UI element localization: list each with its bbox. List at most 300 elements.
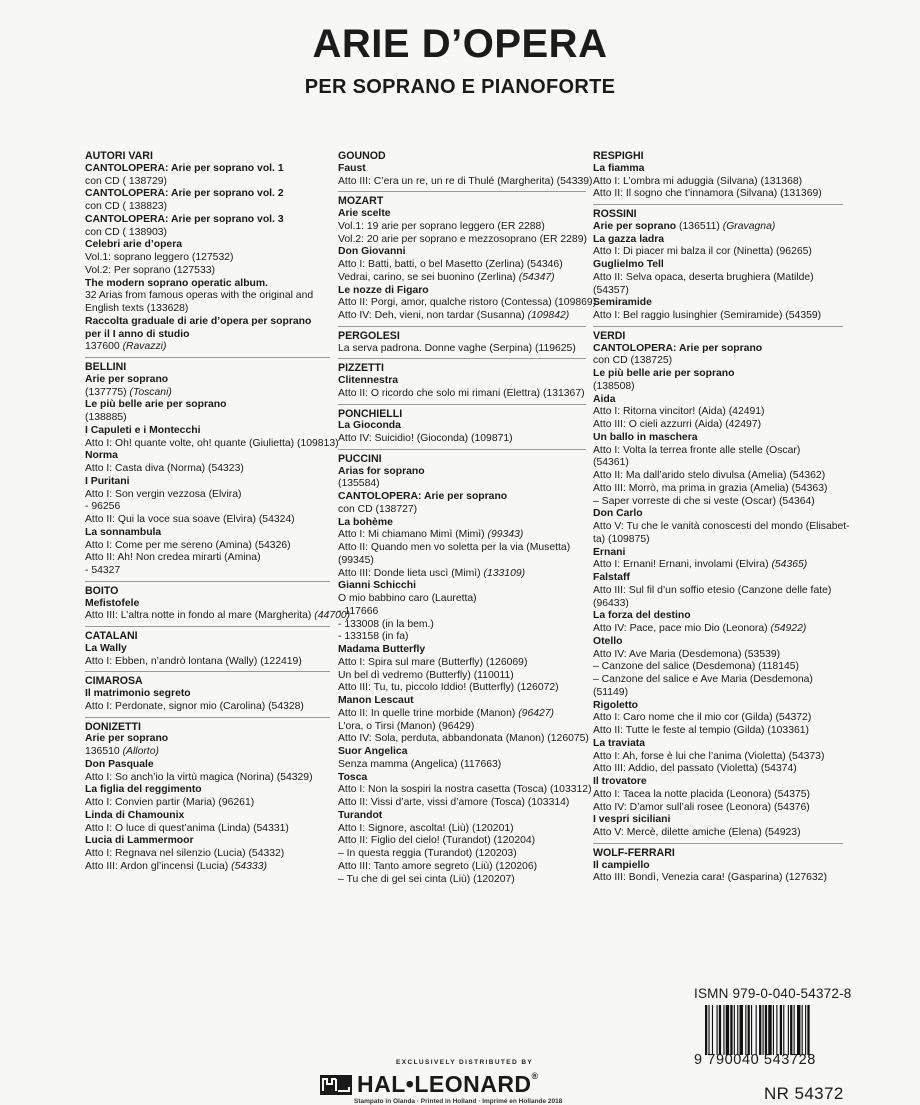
catalog-line-text: Atto I: Come per me sereno (Amina) (54326) bbox=[85, 539, 291, 551]
italic-note: (Ravazzi) bbox=[122, 341, 167, 353]
work-title-text: Linda di Chamounix bbox=[85, 809, 185, 821]
work-title-text: I Capuleti e i Montecchi bbox=[85, 424, 201, 436]
work-title-text: I vespri siciliani bbox=[593, 814, 671, 826]
catalog-line bbox=[593, 355, 843, 368]
catalog-line-text: Atto I: Convien partir (Maria) (96261) bbox=[85, 797, 255, 808]
barcode-digits: 9 790040 543728 bbox=[694, 1052, 816, 1068]
catalog-line bbox=[85, 265, 330, 278]
catalog-line-text: Atto III: Addio, del passato (Violetta) (54374) bbox=[593, 763, 797, 775]
work-title bbox=[338, 772, 586, 785]
catalog-line-text: Atto I: Caro nome che il mio cor (Gilda) (54372) bbox=[593, 712, 812, 724]
catalog-line-text: Atto II: Ah! Non credea mirarti (Amina) bbox=[85, 552, 261, 564]
catalog-line-text: - 133158 (in fa) bbox=[338, 631, 409, 643]
italic-note: (54365) bbox=[771, 559, 808, 571]
catalog-line-text: Atto I: Mi chiamano Mimì (Mimì) bbox=[338, 529, 488, 541]
work-title bbox=[338, 746, 586, 759]
catalog-line bbox=[593, 188, 843, 201]
composer-heading bbox=[338, 362, 586, 375]
catalog-line-text: (51149) bbox=[593, 686, 629, 698]
work-title bbox=[85, 784, 330, 797]
barcode-bar bbox=[765, 1005, 767, 1055]
catalog-line bbox=[338, 797, 586, 810]
composer-heading-text: WOLF-FERRARI bbox=[593, 846, 675, 859]
catalog-line-text: Atto II: Ma dall’arido stelo divulsa (Amelia) (54362) bbox=[593, 470, 826, 481]
catalog-line bbox=[593, 406, 843, 419]
section-divider bbox=[338, 358, 586, 359]
catalog-line-text: Atto III: Tu, tu, piccolo Iddio! (Butterfly) (126072) bbox=[338, 682, 559, 694]
composer-heading-text: PERGOLESI bbox=[338, 329, 400, 342]
catalog-line bbox=[338, 874, 586, 887]
catalog-line bbox=[593, 751, 843, 764]
catalog-line-text: Atto I: Son vergin vezzosa (Elvira) bbox=[85, 488, 242, 500]
work-title bbox=[338, 695, 586, 708]
section-divider bbox=[85, 671, 330, 672]
catalog-column-3 bbox=[593, 150, 850, 885]
composer-heading-text: RESPIGHI bbox=[593, 150, 644, 162]
work-title-text: Faust bbox=[338, 162, 366, 174]
catalog-line-text: Senza mamma (Angelica) (117663) bbox=[338, 758, 502, 770]
work-title bbox=[338, 246, 586, 259]
composer-heading-text: ROSSINI bbox=[593, 208, 637, 220]
italic-note: (96427) bbox=[518, 707, 555, 719]
catalog-line bbox=[85, 387, 330, 400]
catalog-line bbox=[338, 682, 586, 695]
catalog-line bbox=[338, 848, 586, 861]
catalog-note bbox=[85, 290, 330, 316]
work-title bbox=[85, 374, 330, 387]
catalog-line bbox=[338, 388, 586, 401]
catalog-line-text: con CD ( 138903) bbox=[85, 226, 168, 238]
work-title bbox=[85, 527, 330, 540]
barcode-bar bbox=[745, 1005, 746, 1055]
italic-note: (Allorto) bbox=[122, 746, 159, 757]
catalog-line bbox=[85, 861, 330, 874]
catalog-line-text: (138885) bbox=[85, 412, 127, 423]
catalog-line-text: Atto III: Tanto amore segreto (Liù) (120206) bbox=[338, 860, 538, 872]
printed-in-line: Stampato in Olanda · Printed in Holland · Imprimé en Hollande 2018 bbox=[354, 1098, 563, 1105]
work-title-text: Madama Butterfly bbox=[338, 644, 426, 655]
work-title bbox=[338, 644, 586, 657]
work-title-text: Guglielmo Tell bbox=[593, 259, 664, 270]
work-title bbox=[593, 547, 843, 560]
catalog-line-text: - 133008 (in la bem.) bbox=[338, 618, 434, 630]
barcode-bar bbox=[748, 1005, 750, 1055]
work-title bbox=[593, 368, 843, 381]
catalog-line bbox=[338, 272, 586, 285]
barcode-bar bbox=[773, 1005, 774, 1055]
catalog-line bbox=[593, 381, 843, 394]
catalog-line bbox=[338, 259, 586, 272]
catalog-line bbox=[338, 861, 586, 874]
barcode-bar bbox=[730, 1005, 732, 1055]
catalog-line bbox=[85, 701, 330, 714]
catalog-line-text: Atto I: Ritorna vincitor! (Aida) (42491) bbox=[593, 406, 765, 418]
catalog-line-text: Atto III: O cieli azzurri (Aida) (42497) bbox=[593, 419, 762, 430]
work-title bbox=[85, 835, 330, 848]
composer-heading-text: VERDI bbox=[593, 329, 626, 342]
catalog-line-text: Atto I: Ah, forse è lui che l’anima (Violetta) (54373) bbox=[593, 750, 825, 762]
section-divider bbox=[338, 191, 586, 192]
catalog-line bbox=[593, 445, 843, 458]
catalog-line-text: Atto III: L’altra notte in fondo al mare (Margherita) bbox=[85, 610, 315, 622]
catalog-line-text: Vol.2: Per soprano (127533) bbox=[85, 264, 215, 276]
work-title-text: La figlia del reggimento bbox=[85, 784, 202, 796]
italic-note: (109842) bbox=[527, 310, 570, 321]
catalog-line bbox=[593, 419, 843, 432]
composer-heading-text: CIMAROSA bbox=[85, 675, 143, 688]
work-title-text: Tosca bbox=[338, 771, 368, 783]
catalog-line-text: Vol.1: soprano leggero (127532) bbox=[85, 252, 234, 263]
barcode-bar bbox=[802, 1005, 803, 1055]
work-title-text: Arie per soprano bbox=[593, 220, 680, 232]
catalog-line bbox=[85, 540, 330, 553]
composer-heading bbox=[338, 330, 586, 343]
italic-note: (Toscani) bbox=[129, 386, 172, 398]
composer-heading-text: PIZZETTI bbox=[338, 362, 384, 375]
work-title bbox=[593, 234, 843, 247]
catalog-line bbox=[85, 656, 330, 669]
catalog-line bbox=[85, 848, 330, 861]
italic-note: (44700) bbox=[314, 610, 351, 622]
work-title bbox=[593, 814, 843, 827]
catalog-line-text: Atto IV: Pace, pace mio Dio (Leonora) bbox=[593, 623, 771, 634]
catalog-line bbox=[85, 514, 330, 527]
catalog-note-text: 32 Arias from famous operas with the original and English texts (133628) bbox=[85, 290, 314, 314]
catalog-line-text: (96433) bbox=[593, 597, 629, 609]
italic-note: (54347) bbox=[518, 271, 555, 283]
work-title-text: Arie per soprano bbox=[85, 373, 169, 385]
catalog-line bbox=[85, 823, 330, 836]
catalog-line bbox=[85, 412, 330, 425]
catalog-line-text: – In questa reggia (Turandot) (120203) bbox=[338, 848, 517, 859]
composer-heading-text: BOITO bbox=[85, 584, 119, 597]
work-title-text: Il campiello bbox=[593, 859, 650, 871]
publisher-name bbox=[357, 1071, 539, 1098]
catalog-line-text: Atto IV: Sola, perduta, abbandonata (Manon) (126075) bbox=[338, 733, 589, 745]
catalog-line bbox=[338, 619, 586, 632]
work-title-text: La Gioconda bbox=[338, 420, 401, 432]
barcode-bar bbox=[788, 1005, 789, 1055]
catalog-line bbox=[593, 872, 843, 885]
catalog-line-text: Atto V: Tu che le vanità conoscesti del mondo (Elisabet- bbox=[593, 521, 850, 532]
barcode-bar bbox=[776, 1005, 777, 1055]
catalog-line bbox=[338, 504, 586, 517]
composer-heading bbox=[338, 408, 586, 421]
catalog-line-text: Atto I: Di piacer mi balza il cor (Ninetta) (96265) bbox=[593, 246, 812, 258]
composer-heading-text: GOUNOD bbox=[338, 150, 386, 162]
catalog-line-text: Atto I: Ebben, n’andrò lontana (Wally) (122419) bbox=[85, 655, 302, 667]
work-title-text: Turandot bbox=[338, 809, 383, 821]
catalog-line bbox=[338, 221, 586, 234]
catalog-line bbox=[593, 674, 843, 687]
work-title-text: Clitennestra bbox=[338, 375, 399, 386]
catalog-line-text: Atto I: Batti, batti, o bel Masetto (Zerlina) (54346) bbox=[338, 259, 563, 270]
work-title bbox=[85, 733, 330, 746]
work-title-text: Gianni Schicchi bbox=[338, 580, 416, 592]
catalog-line-text: Atto I: L’ombra mi aduggia (Silvana) (131368) bbox=[593, 175, 803, 187]
barcode-bar bbox=[717, 1005, 718, 1055]
catalog-column-1 bbox=[85, 150, 351, 874]
catalog-line-text: Atto III: Sul fil d’un soffio etesio (Canzone delle fate) bbox=[593, 584, 832, 596]
italic-note: (99343) bbox=[487, 529, 524, 541]
work-title-text: Arie per soprano bbox=[85, 733, 169, 745]
work-title bbox=[85, 188, 330, 201]
catalog-line-text: 137600 bbox=[85, 341, 123, 353]
catalog-line bbox=[85, 610, 351, 623]
catalog-line bbox=[85, 252, 330, 265]
catalog-line-text: Vol.2: 20 arie per soprano e mezzosoprano (ER 2289) bbox=[338, 233, 587, 245]
work-title-text: Arias for soprano bbox=[338, 465, 425, 477]
catalog-line-text: Un bel dì vedremo (Butterfly) (110011) bbox=[338, 669, 514, 681]
catalog-line-text: Atto III: Morrò, ma prima in grazia (Amelia) (54363) bbox=[593, 482, 828, 494]
catalog-line bbox=[593, 661, 843, 674]
catalog-line bbox=[85, 463, 330, 476]
catalog-line bbox=[338, 670, 586, 683]
barcode-bar bbox=[708, 1005, 709, 1055]
barcode-bar bbox=[805, 1005, 806, 1055]
catalog-line bbox=[85, 489, 330, 502]
work-title bbox=[338, 375, 586, 388]
work-title bbox=[338, 491, 586, 504]
composer-heading bbox=[85, 150, 330, 163]
catalog-line bbox=[85, 201, 330, 214]
work-title bbox=[85, 399, 330, 412]
work-title-text: La bohème bbox=[338, 516, 393, 528]
work-title bbox=[593, 700, 843, 713]
catalog-line bbox=[593, 649, 843, 662]
work-title bbox=[85, 278, 330, 291]
catalog-line bbox=[593, 457, 843, 470]
work-title bbox=[85, 239, 330, 252]
work-title bbox=[85, 425, 330, 438]
catalog-line bbox=[593, 246, 843, 259]
section-divider bbox=[85, 626, 330, 627]
catalog-line-text: Atto IV: Deh, vieni, non tardar (Susanna) bbox=[338, 310, 528, 321]
catalog-line bbox=[85, 797, 330, 810]
catalog-line bbox=[85, 501, 330, 514]
composer-heading bbox=[338, 150, 586, 163]
work-title bbox=[593, 394, 843, 407]
barcode-bar bbox=[751, 1005, 752, 1055]
work-title-text: CANTOLOPERA: Arie per soprano bbox=[593, 342, 763, 354]
work-title-text: Mefistofele bbox=[85, 597, 140, 609]
work-title bbox=[593, 738, 843, 751]
composer-heading bbox=[85, 675, 330, 688]
work-title bbox=[85, 759, 330, 772]
catalog-line-text: (135584) bbox=[338, 478, 380, 490]
catalog-line-text: (54361) bbox=[593, 457, 629, 469]
work-title bbox=[338, 208, 586, 221]
work-title bbox=[338, 466, 586, 479]
work-title bbox=[593, 860, 843, 873]
composer-heading-text: PUCCINI bbox=[338, 452, 382, 465]
work-title bbox=[338, 810, 586, 823]
section-divider bbox=[85, 717, 330, 718]
section-divider bbox=[338, 404, 586, 405]
catalog-line bbox=[338, 343, 586, 356]
work-title bbox=[85, 688, 330, 701]
work-title-text: Arie scelte bbox=[338, 208, 391, 219]
work-title-text: La fiamma bbox=[593, 162, 645, 174]
work-title-text: La forza del destino bbox=[593, 610, 691, 622]
catalog-line bbox=[338, 234, 586, 247]
catalog-line-text: Atto II: In quelle trine morbide (Manon) bbox=[338, 707, 519, 719]
work-title bbox=[85, 476, 330, 489]
catalog-line bbox=[593, 483, 843, 496]
catalog-line-text: Atto II: Tutte le feste al tempio (Gilda) (103361) bbox=[593, 725, 810, 736]
italic-note: (54333) bbox=[231, 860, 267, 872]
italic-note: (54922) bbox=[770, 623, 807, 634]
catalog-line bbox=[338, 733, 589, 746]
catalog-line-text: - 96256 bbox=[85, 501, 121, 513]
barcode-bar bbox=[726, 1005, 729, 1055]
italic-note: (133109) bbox=[483, 567, 526, 579]
work-title-text: CANTOLOPERA: Arie per soprano vol. 3 bbox=[85, 213, 284, 225]
page-subtitle: PER SOPRANO E PIANOFORTE bbox=[304, 76, 616, 98]
work-title bbox=[85, 316, 330, 342]
section-divider bbox=[593, 843, 843, 844]
composer-heading bbox=[85, 630, 330, 643]
composer-heading-text: CATALANI bbox=[85, 630, 138, 642]
catalog-line bbox=[85, 176, 330, 189]
barcode-bar bbox=[705, 1005, 707, 1055]
catalog-line bbox=[338, 310, 586, 323]
work-title bbox=[593, 221, 843, 234]
composer-heading-text: MOZART bbox=[338, 195, 384, 208]
barcode-bar bbox=[719, 1005, 721, 1055]
work-title-text: The modern soprano operatic album. bbox=[85, 277, 269, 289]
catalog-line-text: Atto I: Volta la terrea fronte alle stelle (Oscar) bbox=[593, 444, 801, 456]
catalog-line bbox=[85, 746, 330, 759]
work-title-text: Celebri arie d’opera bbox=[85, 239, 183, 251]
ismn-number: ISMN 979-0-040-54372-8 bbox=[694, 986, 852, 1001]
catalog-line bbox=[85, 437, 339, 451]
catalog-line bbox=[338, 555, 586, 568]
section-divider bbox=[593, 326, 843, 327]
composer-heading bbox=[593, 330, 843, 343]
catalog-line bbox=[85, 565, 330, 578]
distributed-by-label: EXCLUSIVELY DISTRIBUTED BY bbox=[396, 1059, 534, 1066]
work-title bbox=[593, 343, 843, 356]
catalog-line-text: (54357) bbox=[593, 284, 629, 296]
catalog-line-text: (137775) bbox=[85, 386, 130, 398]
catalog-line bbox=[338, 297, 597, 310]
barcode-bar bbox=[783, 1005, 784, 1055]
catalog-line-text: ta) (109875) bbox=[593, 533, 650, 545]
catalog-line-text: Atto I: Bel raggio lusinghier (Semiramide) (54359) bbox=[593, 310, 822, 321]
work-title bbox=[85, 643, 330, 656]
catalog-line-text: – Canzone del salice e Ave Maria (Desdemona) bbox=[593, 674, 813, 685]
catalog-line bbox=[593, 598, 843, 611]
work-title-text: CANTOLOPERA: Arie per soprano vol. 1 bbox=[85, 162, 284, 174]
catalog-line bbox=[593, 725, 843, 738]
barcode-bar bbox=[712, 1005, 713, 1055]
barcode-bar bbox=[737, 1005, 738, 1055]
catalog-line bbox=[338, 568, 586, 581]
barcode-bar bbox=[768, 1005, 771, 1055]
catalog-line-text: Atto I: Tacea la notte placida (Leonora) (54375) bbox=[593, 788, 810, 800]
catalog-line-text: Vol.1: 19 arie per soprano leggero (ER 2288) bbox=[338, 220, 545, 232]
composer-heading bbox=[338, 453, 586, 466]
catalog-line-text: 136510 bbox=[85, 746, 123, 757]
section-divider bbox=[338, 326, 586, 327]
catalog-line bbox=[85, 772, 330, 785]
work-title-text: Rigoletto bbox=[593, 699, 639, 711]
catalog-line bbox=[593, 687, 843, 700]
catalog-line-text: O mio babbino caro (Lauretta) bbox=[338, 593, 477, 604]
catalog-line-text: Atto III: Ardon gl’incensi (Lucia) bbox=[85, 860, 232, 872]
catalog-line-text: – Tu che di gel sei cinta (Liù) (120207) bbox=[338, 873, 515, 885]
catalog-line-text: Atto I: Non la sospiri la nostra casetta (Tosca) (103312) bbox=[338, 784, 592, 796]
catalog-number: NR 54372 bbox=[764, 1084, 844, 1103]
catalog-line-text: Atto I: Oh! quante volte, oh! quante (Giulietta) (109813) bbox=[85, 437, 339, 449]
catalog-line bbox=[593, 585, 843, 598]
catalog-line-text: Atto II: Quando men vo soletta per la via (Musetta) bbox=[338, 542, 571, 553]
work-title bbox=[593, 636, 843, 649]
catalog-line bbox=[338, 835, 586, 848]
barcode bbox=[705, 1005, 846, 1055]
catalog-line-text: con CD (138727) bbox=[338, 503, 418, 515]
catalog-line bbox=[593, 285, 843, 298]
catalog-line-text: Atto I: Perdonate, signor mio (Carolina) (54328) bbox=[85, 700, 304, 712]
composer-heading-text: DONIZETTI bbox=[85, 720, 141, 733]
catalog-line-text: Atto I: So anch’io la virtù magica (Norina) (54329) bbox=[85, 771, 313, 783]
work-title bbox=[593, 163, 843, 176]
catalog-line bbox=[593, 789, 843, 802]
catalog-line-text: Atto IV: Suicidio! (Gioconda) (109871) bbox=[338, 433, 513, 444]
composer-heading bbox=[338, 195, 586, 208]
work-title-text: CANTOLOPERA: Arie per soprano bbox=[338, 491, 508, 502]
work-title-text: Falstaff bbox=[593, 572, 630, 583]
catalog-line-text: (99345) bbox=[338, 554, 374, 566]
composer-heading bbox=[85, 585, 330, 598]
catalog-line bbox=[338, 708, 586, 721]
publisher-wordmark: HAL•LEONARD bbox=[357, 1071, 532, 1097]
catalog-line-text: Atto III: C’era un re, un re di Thulé (Margherita) (54339) bbox=[338, 175, 593, 187]
catalog-line-text: Atto I: Ernani! Ernani, involami (Elvira) bbox=[593, 559, 772, 571]
catalog-line-text: Atto V: Mercè, dilette amiche (Elena) (54923) bbox=[593, 827, 801, 838]
composer-heading-text: AUTORI VARI bbox=[85, 150, 153, 162]
catalog-line bbox=[85, 341, 330, 354]
catalog-line-text: Atto III: Bondì, Venezia cara! (Gasparina) (127632) bbox=[593, 872, 827, 884]
work-title bbox=[593, 610, 843, 623]
catalog-line bbox=[338, 657, 586, 670]
work-title-text: CANTOLOPERA: Arie per soprano vol. 2 bbox=[85, 188, 284, 200]
catalog-line bbox=[338, 175, 593, 189]
catalog-line bbox=[593, 470, 843, 483]
catalog-line-text: L’ora, o Tirsi (Manon) (96429) bbox=[338, 720, 475, 732]
barcode-bar bbox=[807, 1005, 809, 1055]
work-title-text: Il trovatore bbox=[593, 776, 647, 787]
work-title bbox=[85, 598, 330, 611]
work-title-text: Don Pasquale bbox=[85, 758, 154, 770]
catalog-line-text: Atto II: Qui la voce sua soave (Elvira) (54324) bbox=[85, 514, 295, 525]
work-title bbox=[593, 432, 843, 445]
catalog-line-text: Atto I: Signore, ascolta! (Liù) (120201) bbox=[338, 822, 514, 834]
page-title: ARIE D’OPERA bbox=[312, 22, 608, 66]
catalog-line-text: Atto IV: Ave Maria (Desdemona) (53539) bbox=[593, 648, 781, 660]
catalog-line bbox=[593, 802, 843, 815]
catalog-line bbox=[338, 593, 586, 606]
catalog-line bbox=[338, 478, 586, 491]
catalog-line bbox=[593, 623, 843, 636]
catalog-line-text: Atto III: Donde lieta uscì (Mimì) bbox=[338, 567, 484, 579]
catalog-line bbox=[593, 272, 843, 285]
catalog-line-text: con CD ( 138729) bbox=[85, 175, 168, 187]
catalog-line-text: - 117666 bbox=[338, 605, 379, 617]
work-title bbox=[338, 420, 586, 433]
work-title bbox=[85, 810, 330, 823]
